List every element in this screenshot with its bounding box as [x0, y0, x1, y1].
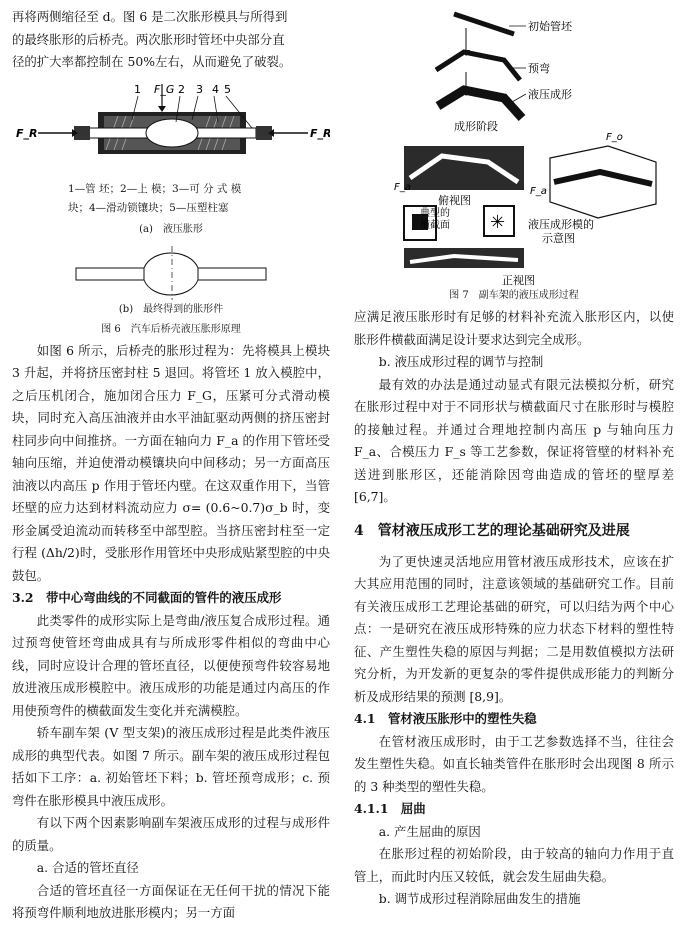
label-5: 5: [224, 82, 231, 96]
fig6-caption: 图 6 汽车后桥壳液压胀形原理: [101, 323, 241, 335]
formed-part: [438, 90, 522, 118]
label-1: 1: [134, 82, 141, 96]
bulge: [146, 119, 198, 147]
fig6b-subcaption: (b) 最终得到的胀形件: [118, 303, 224, 315]
figure-6a-diagram: [12, 80, 330, 180]
part-left-end: [76, 268, 144, 280]
initial-tube: [454, 14, 514, 34]
subheading-a: a. 合适的管坯直径: [36, 860, 139, 875]
label-fg: F_G: [154, 82, 175, 96]
figure-6b: [12, 244, 330, 302]
label-fo-3d: F_o: [606, 132, 623, 143]
label-3: 3: [196, 82, 203, 96]
force-left-label: F_R: [16, 126, 38, 140]
left-column: [12, 6, 330, 925]
subheading-b2: b. 调节成形过程消除屈曲发生的措施: [378, 891, 581, 906]
figure-7-diagram: [354, 6, 674, 288]
right-paragraph-3: 为了更快速灵活地应用管材液压成形技术，应该在扩大其应用范围的同时，注意该领域的基础研究工作。目前有关液压成形工艺理论基础的研究，可以归结为两个中心点：一是研究在液压成形特殊的应力状态下材料的塑性特征、产生塑性失稳的原因与判据；二是用数值模拟方法研究分析，为开发新的更复杂的零件提供成形能力的判断分析及成形结果的预测 [8,9]。: [354, 553, 674, 704]
fig6-legend-line-2: 块；4—滑动锁镶块；5—压塑柱塞: [68, 201, 229, 214]
label-prebend: 预弯: [528, 62, 550, 75]
label-2: 2: [178, 82, 185, 96]
section-3-2-heading: 3.2 带中心弯曲线的不同截面的管件的液压成形: [12, 590, 282, 605]
label-typical: 典型的: [420, 208, 450, 219]
leader-formed: [512, 94, 526, 102]
right-paragraph-1: 应满足液压胀形时有足够的材料补充流入胀形区内，以使胀形件横截面满足设计要求达到完全成形。: [354, 309, 674, 347]
right-paragraph-4: 在管材液压成形时，由于工艺参数选择不当，往往会发生塑性失稳。如直长轴类管件在胀形时会出现图 8 所示的 3 种类型的塑性失稳。: [354, 733, 674, 794]
label-fa-3d: F_a: [530, 186, 547, 197]
right-column: [354, 6, 674, 911]
force-right-label: F_R: [310, 126, 330, 140]
right-paragraph-5: 在胀形过程的初始阶段，由于较高的轴向力作用于直管上，而此时内压又较低，就会发生屈曲失稳。: [354, 846, 674, 884]
closing-arrowhead: [158, 106, 166, 112]
body-paragraph-3: 轿车副车架 (Ⅴ 型支架)的液压成形过程是此类件液压成形的典型代表。如图 7 所示。副车架的液压成形过程包括如下工序：a. 初始管坯下料；b. 管坯预弯成形；c. 预弯件在胀形模具中液压成形。: [12, 725, 330, 808]
section-4-1-1-heading: 4.1.1 屈曲: [354, 801, 426, 816]
figure-6b-part: [12, 244, 330, 302]
section-4-heading: 4 管材液压成形工艺的理论基础研究及进展: [354, 522, 630, 539]
label-initial-tube: 初始管坯: [528, 20, 572, 33]
fig6-legend-line-1: 1—管 坯；2—上 模；3—可 分 式 模: [68, 182, 242, 195]
label-front-view: 正视图: [502, 274, 535, 287]
star-section-icon: ✳: [490, 212, 506, 233]
label-demo-2: 示意图: [542, 232, 575, 245]
intro-line-3: 径的扩大率都控制在 50%左右，从而避免了破裂。: [12, 54, 292, 69]
fig7-caption: 图 7 副车架的液压成形过程: [449, 290, 579, 301]
label-hydroforming: 液压成形: [528, 88, 572, 101]
body-paragraph-5: 合适的管坯直径一方面保证在无任何干扰的情况下能将预弯件顺利地放进胀形模内；另一方面: [12, 882, 330, 920]
label-fo: F_a: [394, 182, 411, 193]
section-4-1-heading: 4.1 管材液压胀形中的塑性失稳: [354, 711, 537, 726]
label-top-view: 俯视图: [438, 194, 471, 207]
prebent-tube: [436, 52, 520, 80]
intro-line-1: 再将两侧缩径至 d。图 6 是二次胀形模具与所得到: [12, 9, 288, 24]
body-paragraph-1: 如图 6 所示，后桥壳的胀形过程为：先将模具上模块 3 升起，并将挤压密封柱 5 退回。将管坯 1 放入模腔中，之后压机闭合，施加闭合压力 F_G，压紧可分式滑动模块，同时充入高压油液并由水平油缸驱动两侧的挤压密封柱同步向中间推挤。一方面在轴向力 F_a 的作用下管坯受轴向压缩，并迫使滑动模镶块向中间移动；另一方面高压油液以内高压 p 作用于管坯内壁。在这双重作用下，当管坯壁的应力达到材料流动应力 σ= (0.6~0.7)σ_b 时，变形金属受迫流动而转移至中部型腔。当挤压密封柱至一定行程 (Δh/2)时，受胀形作用管坯中央形成贴紧型腔的中央鼓包。: [12, 342, 330, 583]
label-4: 4: [212, 82, 219, 96]
label-forming-stage: 成形阶段: [454, 120, 498, 133]
right-paragraph-2: 最有效的办法是通过动显式有限元法模拟分析，研究在胀形过程中对于不同形状与横截面尺寸在胀形时与模腔的接触过程。并通过合理地控制内高压 p 与轴向压力 F_a、合模压力 F_s 等工艺参数，保证将管壁的材料补充送进到胀形区，还能消除因弯曲造成的管坯的壁厚差 [6,7]。: [354, 376, 674, 504]
part-right-end: [198, 268, 266, 280]
body-paragraph-4: 有以下两个因素影响副车架液压成形的过程与成形件的质量。: [12, 815, 330, 853]
subheading-a2: a. 产生屈曲的原因: [378, 823, 481, 839]
subheading-b: b. 液压成形过程的调节与控制: [378, 354, 544, 369]
figure-6a: [12, 80, 330, 180]
body-paragraph-2: 此类零件的成形实际上是弯曲/液压复合成形过程。通过预弯使管坯弯曲成具有与所成形零件相似的弯曲中心线，同时应设计合理的管坯直径，以便使预弯件较容易地放进液压成形模腔中。液压成形的功能是通过内高压的作用使预弯件的横截面发生变化并充满模腔。: [12, 612, 330, 718]
part-bulge: [144, 253, 198, 295]
figure-7: [354, 6, 674, 288]
intro-line-2: 的最终胀形的后桥壳。两次胀形时管坯中央部分直: [12, 31, 285, 47]
fig6a-subcaption: (a) 液压胀形: [139, 223, 203, 235]
label-demo-1: 液压成形模的: [528, 218, 594, 231]
label-cross-section: 横截面: [420, 220, 450, 231]
